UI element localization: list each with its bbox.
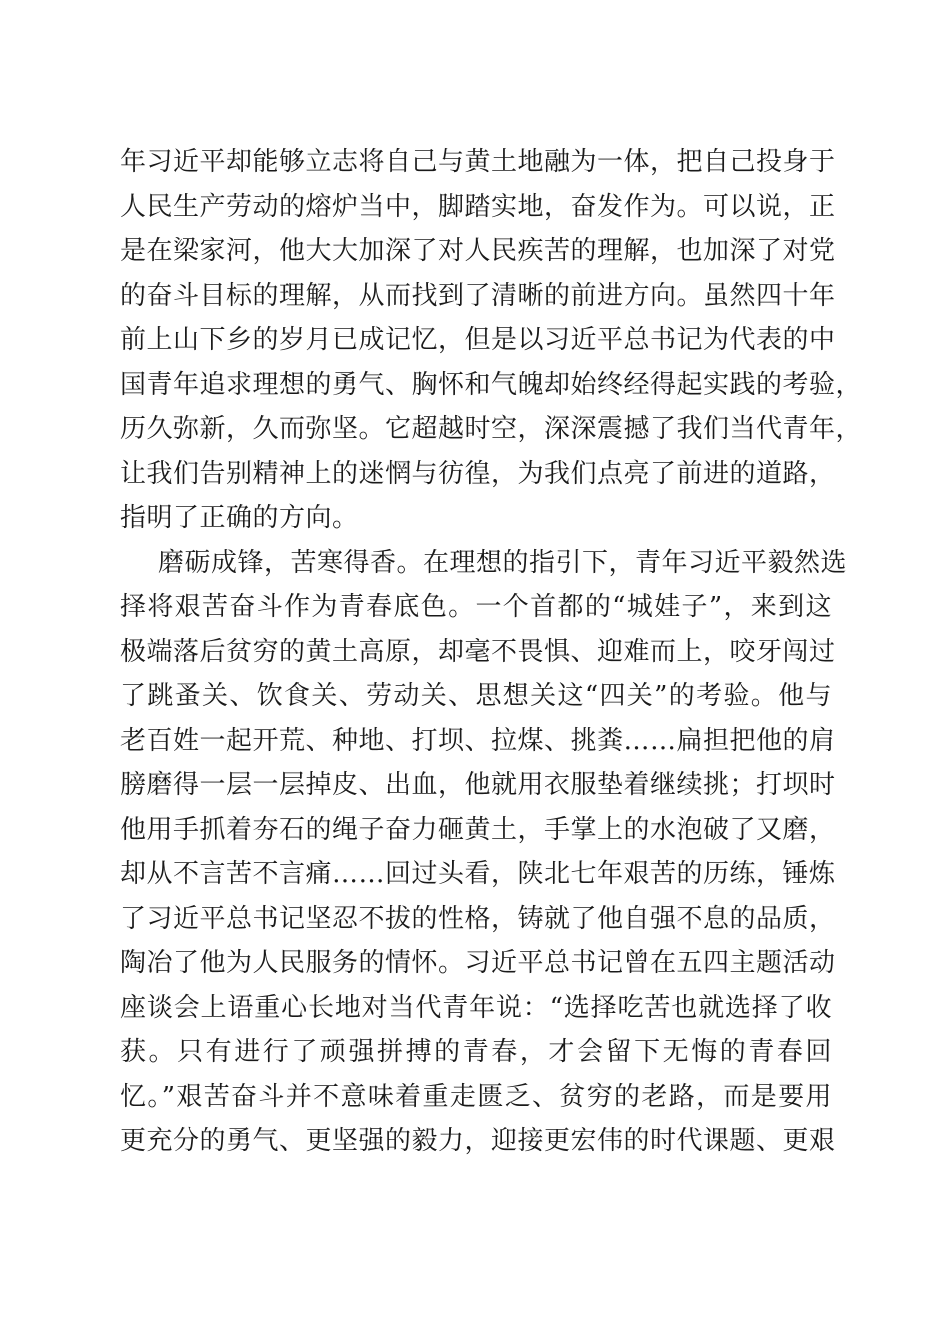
paragraph-1 [120, 140, 863, 541]
text-line: 历久弥新，久而弥坚。它超越时空，深深震撼了我们当代青年， [120, 414, 863, 444]
text-line: 老百姓一起开荒、种地、打坝、拉煤、挑粪……扁担把他的肩 [120, 725, 836, 756]
text-line: 是在梁家河，他大大加深了对人民疾苦的理解，也加深了对党 [120, 236, 836, 266]
text-line: 择将艰苦奋斗作为青春底色。一个首都的“城娃子”，来到这 [120, 592, 832, 622]
text-line: 却从不言苦不言痛……回过头看，陕北七年艰苦的历练，锤炼 [120, 859, 836, 889]
paragraph-2 [120, 541, 848, 1164]
text-line: 指明了正确的方向。 [120, 503, 359, 533]
text-line: 了习近平总书记坚忍不拔的性格，铸就了他自强不息的品质， [120, 903, 836, 934]
text-line: 他用手抓着夯石的绳子奋力砸黄土，手掌上的水泡破了又磨， [120, 814, 836, 845]
text-line: 国青年追求理想的勇气、胸怀和气魄却始终经得起实践的考验， [120, 369, 863, 400]
text-line: 磨砺成锋，苦寒得香。在理想的指引下，青年习近平毅然选 [158, 547, 848, 578]
text-line: 获。只有进行了顽强拼搏的青春，才会留下无悔的青春回 [120, 1037, 832, 1067]
text-line: 前上山下乡的岁月已成记忆，但是以习近平总书记为代表的中 [120, 325, 836, 355]
text-line: 膀磨得一层一层掉皮、出血，他就用衣服垫着继续挑；打坝时 [120, 770, 836, 800]
document-body [120, 140, 863, 1164]
text-line: 让我们告别精神上的迷惘与彷徨，为我们点亮了前进的道路， [120, 458, 836, 489]
text-line: 陶冶了他为人民服务的情怀。习近平总书记曾在五四主题活动 [120, 948, 836, 978]
text-line: 更充分的勇气、更坚强的毅力，迎接更宏伟的时代课题、更艰 [120, 1126, 836, 1156]
text-line: 了跳蚤关、饮食关、劳动关、思想关这“四关”的考验。他与 [120, 681, 832, 711]
text-line: 的奋斗目标的理解，从而找到了清晰的前进方向。虽然四十年 [120, 280, 836, 311]
text-line: 座谈会上语重心长地对当代青年说：“选择吃苦也就选择了收 [120, 992, 832, 1023]
text-line: 忆。”艰苦奋斗并不意味着重走匮乏、贫穷的老路，而是要用 [120, 1081, 832, 1112]
text-line: 人民生产劳动的熔炉当中，脚踏实地，奋发作为。可以说，正 [120, 191, 836, 222]
text-line: 极端落后贫穷的黄土高原，却毫不畏惧、迎难而上，咬牙闯过 [120, 636, 836, 667]
text-line: 年习近平却能够立志将自己与黄土地融为一体，把自己投身于 [120, 147, 836, 177]
